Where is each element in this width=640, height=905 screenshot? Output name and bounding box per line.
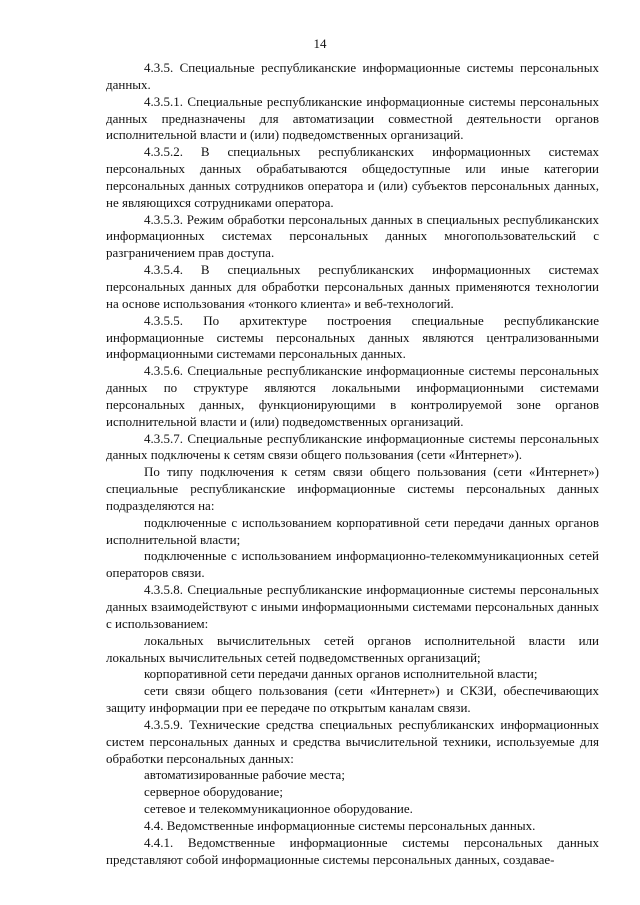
list-item: локальных вычислительных сетей органов исполнительной власти или локальных вычислительных сетей подведомственных организаций;: [106, 632, 599, 665]
list-item: корпоративной сети передачи данных органов исполнительной власти;: [144, 666, 538, 682]
list-item: серверное оборудование;: [144, 784, 283, 800]
paragraph: 4.3.5.3. Режим обработки персональных данных в специальных республиканских информационных системах персональных данных многопользовательский с разграничением прав доступа.: [106, 211, 599, 261]
paragraph: 4.3.5.2. В специальных республиканских информационных системах персональных данных обрабатываются общедоступные или иные категории персональных данных сотрудников оператора и (или) субъектов персональных данных, не являющихся сотрудниками оператора.: [106, 144, 599, 210]
paragraph: По типу подключения к сетям связи общего пользования (сети «Интернет») специальные республиканские информационные системы персональных данных подразделяются на:: [106, 464, 599, 513]
paragraph: 4.4.1. Ведомственные информационные системы персональных данных представляют собой информационные системы персональных данных, создавае-: [106, 834, 599, 867]
list-item: подключенные с использованием корпоративной сети передачи данных органов исполнительной власти;: [106, 514, 599, 547]
paragraph: 4.3.5.1. Специальные республиканские информационные системы персональных данных предназначены для автоматизации совместной деятельности органов исполнительной власти и (или) подведомственных организаций.: [106, 93, 599, 143]
page-number: 14: [313, 36, 327, 51]
section-heading: 4.4. Ведомственные информационные системы персональных данных.: [144, 817, 536, 833]
list-item: сетевое и телекоммуникационное оборудование.: [144, 801, 413, 817]
paragraph: 4.3.5.7. Специальные республиканские информационные системы персональных данных подключены к сетям связи общего пользования (сети «Интернет»).: [106, 430, 599, 463]
document-body: [106, 60, 599, 869]
paragraph: 4.3.5.6. Специальные республиканские информационные системы персональных данных по структуре являются локальными информационными системами персональных данных, функционирующими в контролируемой зоне органов исполнительной власти и (или) подведомственных организаций.: [106, 363, 599, 429]
paragraph: 4.3.5.9. Технические средства специальных республиканских информационных систем персональных данных и средства вычислительной техники, используемые для обработки персональных данных:: [106, 716, 599, 766]
paragraph: 4.3.5.4. В специальных республиканских информационных системах персональных данных для обработки персональных данных применяются технологии на основе использования «тонкого клиента» и веб-технологий.: [106, 262, 599, 311]
list-item: автоматизированные рабочие места;: [144, 767, 345, 783]
list-item: сети связи общего пользования (сети «Интернет») и СКЗИ, обеспечивающих защиту информации при ее передаче по открытым каналам связи.: [106, 683, 599, 716]
list-item: подключенные с использованием информационно-телекоммуникационных сетей операторов связи.: [106, 548, 599, 581]
paragraph: 4.3.5.8. Специальные республиканские информационные системы персональных данных взаимодействуют с иными информационными системами персональных данных с использованием:: [106, 582, 599, 631]
paragraph: 4.3.5. Специальные республиканские информационные системы персональных данных.: [106, 60, 599, 92]
paragraph: 4.3.5.5. По архитектуре построения специальные республиканские информационные системы персональных данных являются централизованными информационными системами персональных данных.: [106, 312, 599, 362]
